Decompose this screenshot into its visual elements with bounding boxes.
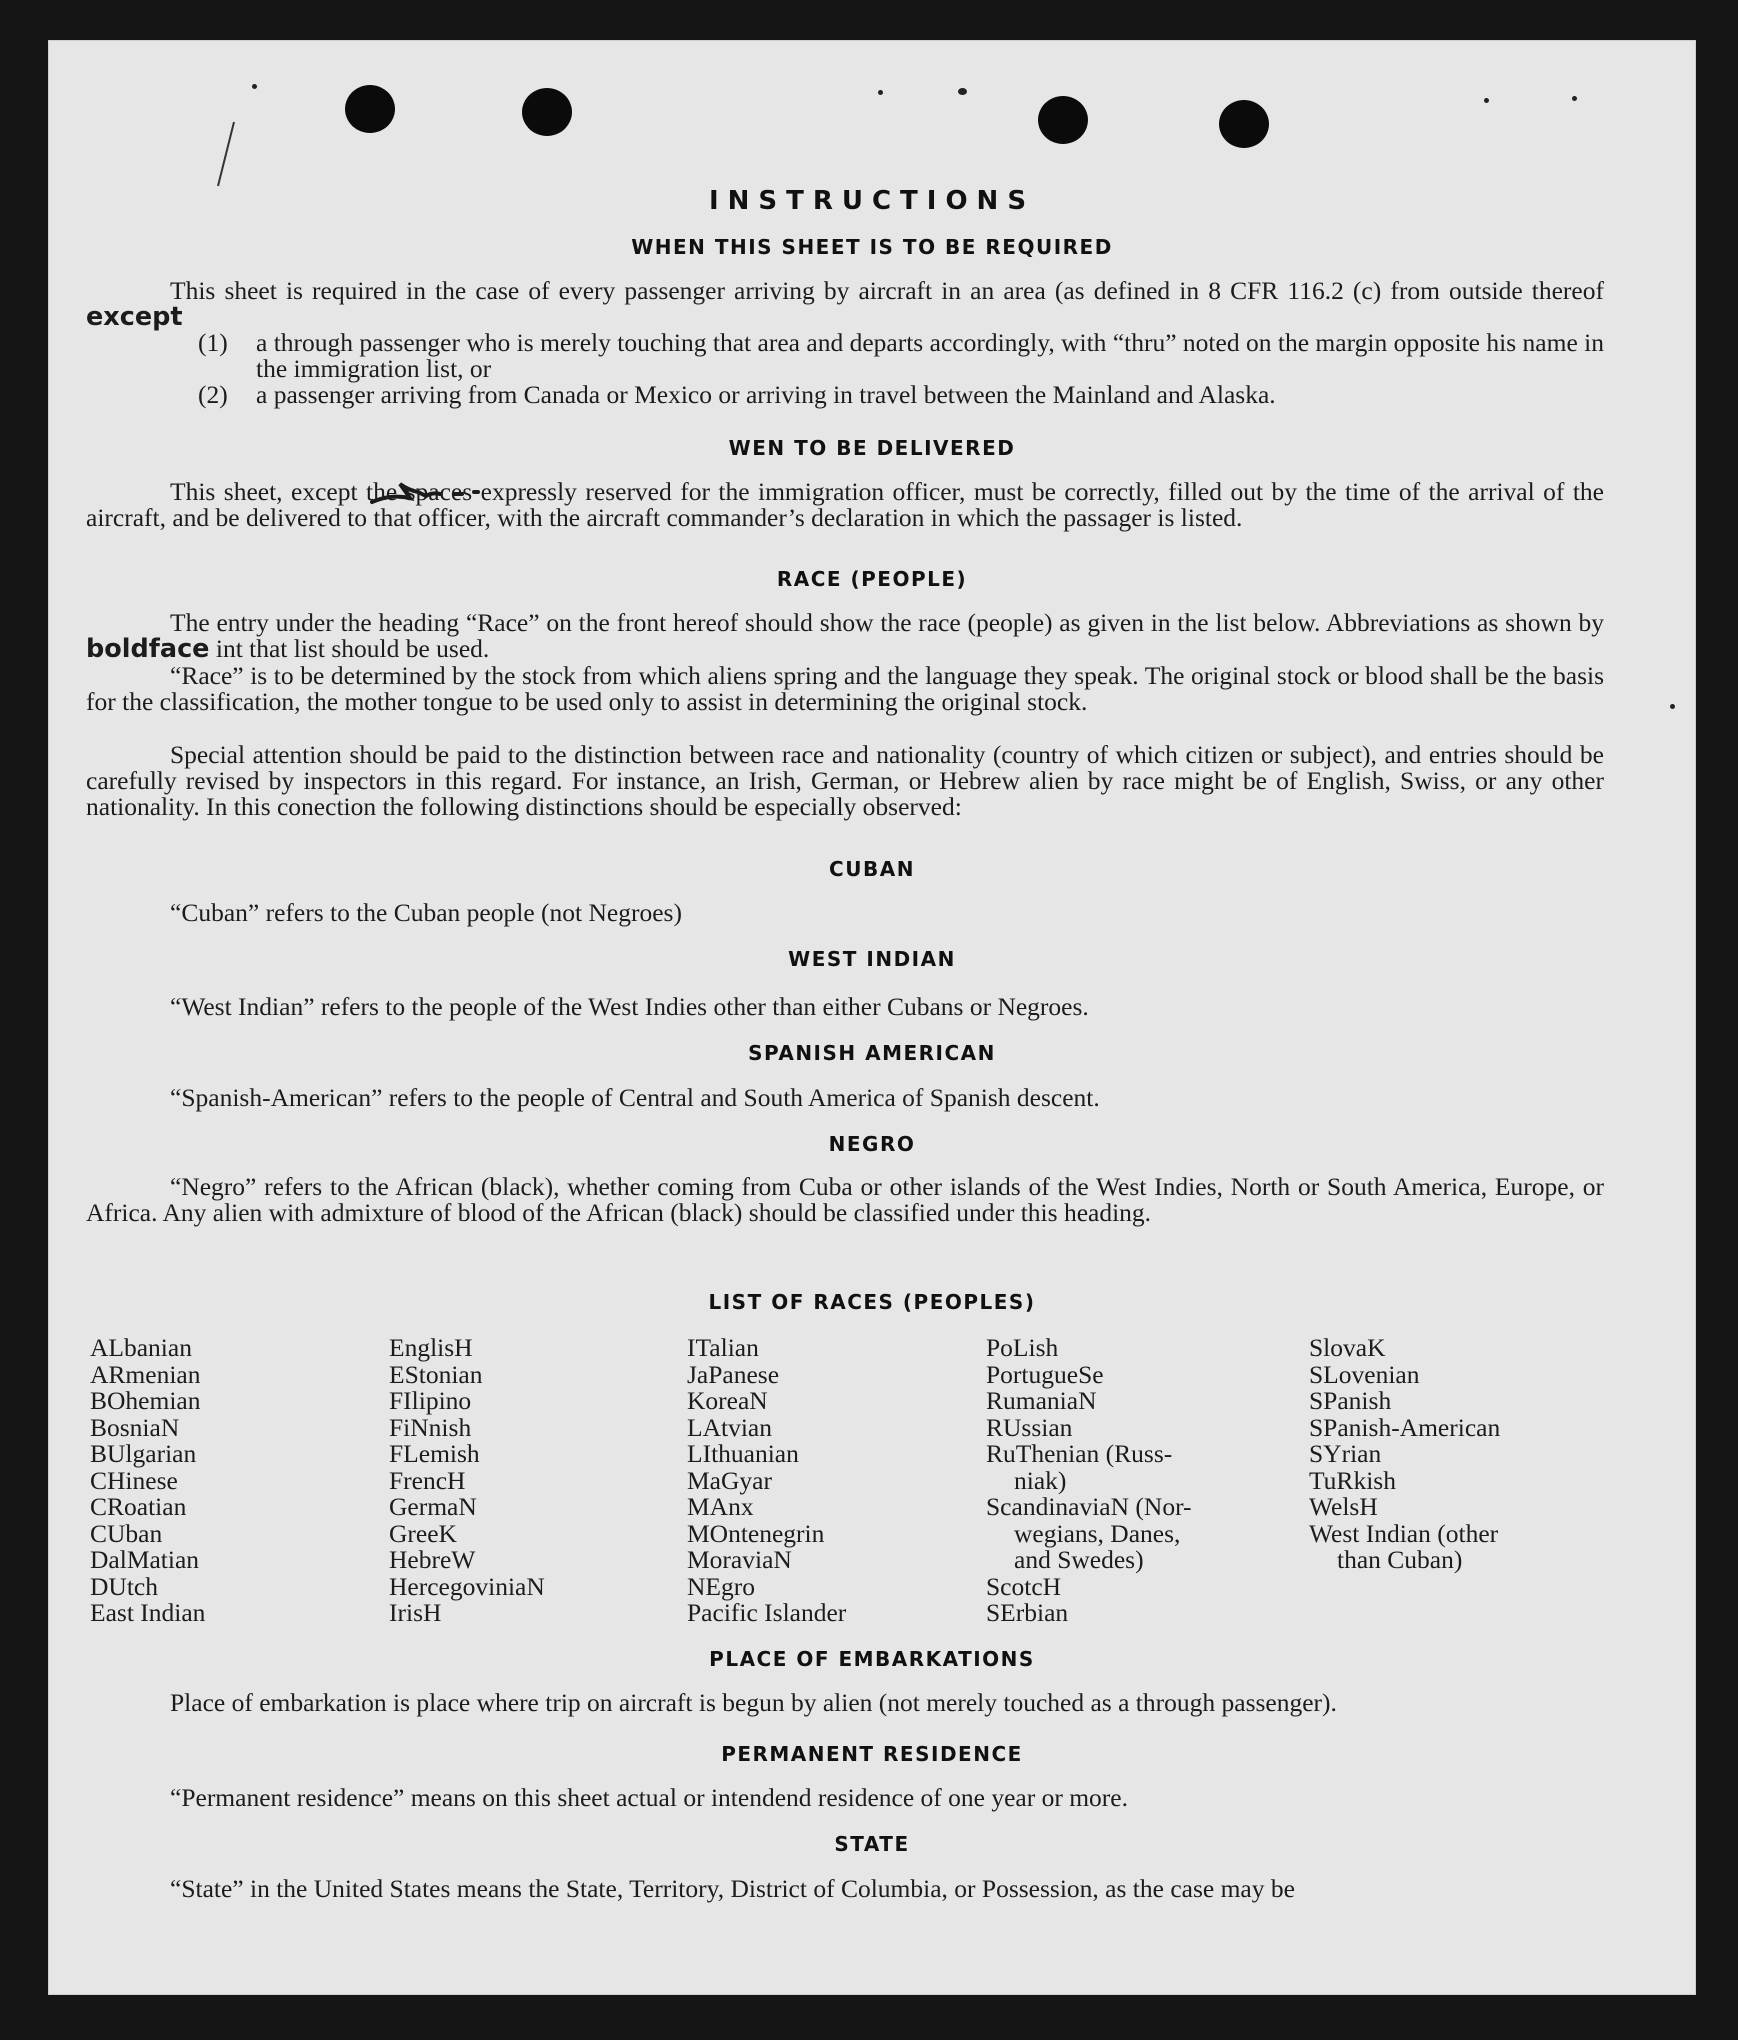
race-list-item: ScandinaviaN (Nor- (986, 1492, 1192, 1521)
race-list-item: BUlgarian (90, 1439, 197, 1468)
race-list-item-wrap: wegians, Danes, (1014, 1518, 1181, 1548)
list-item (198, 382, 1604, 408)
race-list-item: ARmenian (90, 1359, 201, 1389)
race-list-item: BOhemian (90, 1386, 201, 1415)
race-list-item: PoLish (986, 1333, 1059, 1362)
race-list-item: JaPanese (687, 1359, 780, 1389)
section-heading-west-indian: WEST INDIAN (788, 947, 956, 971)
state-text: “State” in the United States means the State, Territory, District of Columbia, or Possession, as the case may be (170, 1874, 1295, 1903)
section-heading-spanish-american: SPANISH AMERICAN (748, 1041, 996, 1065)
race-list-item: CHinese (90, 1465, 178, 1495)
section-heading-state: STATE (834, 1832, 910, 1856)
list-item-text: a through passenger who is merely touching that area and departs accordingly, with “thru” noted on the margin opposite his name in the immigration list, or (256, 328, 1604, 383)
race-column-5 (1309, 1335, 1500, 1574)
list-item-text: a passenger arriving from Canada or Mexico or arriving in travel between the Mainland and Alaska. (256, 380, 1276, 409)
section-heading-cuban: CUBAN (829, 857, 915, 881)
race-p1-tail: int that list should be used. (215, 634, 490, 663)
race-list-item: HebreW (389, 1545, 476, 1574)
speck (958, 88, 967, 95)
race-list-item: ALbanian (90, 1333, 192, 1362)
west-indian-text: “West Indian” refers to the people of the West Indies other than either Cubans or Negroes. (170, 992, 1089, 1021)
section-heading-permanent-residence: PERMANENT RESIDENCE (721, 1742, 1023, 1766)
race-list-item: IrisH (389, 1598, 442, 1627)
section-heading-list-of-races: LIST OF RACES (PEOPLES) (708, 1290, 1036, 1314)
race-list-item: RumaniaN (986, 1386, 1097, 1415)
race-list-item: SYrian (1309, 1439, 1382, 1468)
race-list-item: MaGyar (687, 1465, 772, 1495)
race-list-item: SlovaK (1309, 1333, 1386, 1362)
race-column-2 (389, 1335, 545, 1627)
race-list-item: RUssian (986, 1412, 1073, 1442)
race-list-item-continued (986, 1465, 1192, 1495)
section-heading-race: RACE (PEOPLE) (776, 567, 968, 591)
race-column-3 (687, 1335, 846, 1627)
race-paragraph-3: Special attention should be paid to the distinction between race and nationality (country of which citizen or subject), and entries should be carefully revised by inspectors in this regard. For instance, an Irish, German, or Hebrew alien by race might be of English, Swiss, or any other nationality. In this conection the following distinctions should be especially observed: (86, 740, 1604, 821)
punch-hole (522, 88, 572, 136)
section-heading-embarkation: PLACE OF EMBARKATIONS (709, 1647, 1035, 1671)
race-list-item: SPanish-American (1309, 1412, 1501, 1442)
section-heading-when-delivered: WEN TO BE DELIVERED (728, 436, 1016, 460)
race-column-1 (90, 1335, 205, 1627)
race-list-item: WelsH (1309, 1492, 1378, 1521)
race-p1-text: The entry under the heading “Race” on the front hereof should show the race (people) as given in the list below. Abbreviations as shown by (170, 608, 1604, 637)
race-list-item-continued (986, 1547, 1192, 1574)
race-list-item: PortugueSe (986, 1359, 1104, 1389)
race-list-item: ScotcH (986, 1571, 1062, 1601)
punch-hole (1038, 96, 1088, 144)
when-required-intro (86, 278, 1604, 330)
punch-hole (1219, 100, 1269, 148)
intro-bold: except (86, 302, 183, 332)
race-list-item: MOntenegrin (687, 1518, 825, 1548)
race-list-item: Pacific Islander (687, 1598, 847, 1627)
race-list-item: SErbian (986, 1598, 1069, 1627)
race-column-4 (986, 1335, 1192, 1627)
race-list-item: NEgro (687, 1571, 755, 1601)
race-list-item: KoreaN (687, 1386, 768, 1415)
speck (1484, 98, 1489, 103)
speck (1572, 96, 1577, 101)
race-list-item-wrap: and Swedes) (1014, 1545, 1144, 1574)
race-list-item: CRoatian (90, 1492, 187, 1521)
race-list-item: TuRkish (1309, 1465, 1396, 1495)
speck (878, 90, 883, 95)
race-list-item: HercegoviniaN (389, 1571, 545, 1601)
race-p1-bold: boldface (86, 634, 210, 664)
negro-text: “Negro” refers to the African (black), whether coming from Cuba or other islands of the West Indies, North or South America, Europe, or Africa. Any alien with admixture of blood of the African (black) should be classified under this heading. (86, 1172, 1604, 1227)
punch-hole (345, 85, 395, 133)
race-paragraph-2: “Race” is to be determined by the stock from which aliens spring and the language they speak. The original stock or blood shall be the basis for the classification, the mother tongue to be used only to assist in determining the original stock. (86, 661, 1604, 716)
race-list-item: CUban (90, 1518, 163, 1548)
race-list-item: LIthuanian (687, 1439, 799, 1468)
list-item-number: (1) (198, 328, 228, 357)
list-item (198, 330, 1604, 382)
race-list-item: FIlipino (389, 1386, 472, 1415)
when-delivered-text: This sheet, except the spaces expressly reserved for the immigration officer, must be correctly, filled out by the time of the arrival of the aircraft, and be delivered to that officer, with the aircraft commander’s declaration in which the passager is listed. (86, 477, 1604, 532)
race-list-item: EStonian (389, 1359, 483, 1389)
race-list-item: DalMatian (90, 1545, 200, 1574)
race-list-item: GreeK (389, 1518, 457, 1548)
race-paragraph-1 (86, 610, 1604, 662)
document-sheet (48, 40, 1696, 1995)
permanent-residence-text: “Permanent residence” means on this sheet actual or intendend residence of one year or more. (170, 1783, 1128, 1812)
race-list-item: BosniaN (90, 1412, 180, 1442)
cuban-text: “Cuban” refers to the Cuban people (not Negroes) (170, 898, 682, 927)
race-list-item-continued (986, 1518, 1192, 1548)
intro-text: This sheet is required in the case of every passenger arriving by aircraft in an area (as defined in 8 CFR 116.2 (c) from outside thereof (170, 276, 1604, 305)
race-list-item: GermaN (389, 1492, 477, 1521)
race-list-item: SPanish (1309, 1386, 1392, 1415)
race-list-item-wrap: than Cuban) (1337, 1545, 1463, 1574)
list-item-number: (2) (198, 380, 228, 409)
spanish-american-text: “Spanish-American” refers to the people of Central and South America of Spanish descent. (170, 1083, 1100, 1112)
race-list-item: MoraviaN (687, 1545, 792, 1574)
speck (252, 84, 257, 89)
race-list-item: FrencH (389, 1465, 466, 1495)
pen-stroke (214, 120, 238, 190)
race-list-item: West Indian (other (1309, 1518, 1499, 1548)
race-list-item: FiNnish (389, 1412, 472, 1442)
race-list-item: ITalian (687, 1333, 759, 1362)
speck (1670, 704, 1675, 709)
race-list-item-continued (1309, 1547, 1500, 1574)
race-list-item-wrap: niak) (1014, 1465, 1067, 1495)
race-list-item: MAnx (687, 1492, 754, 1521)
race-list-item: SLovenian (1309, 1359, 1420, 1389)
race-list-item: FLemish (389, 1439, 480, 1468)
race-list-item: RuThenian (Russ- (986, 1439, 1173, 1468)
race-list-item: DUtch (90, 1571, 158, 1601)
embarkation-text: Place of embarkation is place where trip on aircraft is begun by alien (not merely touched as a through passenger). (170, 1688, 1337, 1717)
race-list-item: EnglisH (389, 1333, 473, 1362)
race-list-item: LAtvian (687, 1412, 772, 1442)
race-list-item: East Indian (90, 1598, 206, 1627)
section-heading-when-required: WHEN THIS SHEET IS TO BE REQUIRED (631, 235, 1113, 259)
page-title: INSTRUCTIONS (708, 186, 1036, 216)
section-heading-negro: NEGRO (828, 1132, 916, 1156)
